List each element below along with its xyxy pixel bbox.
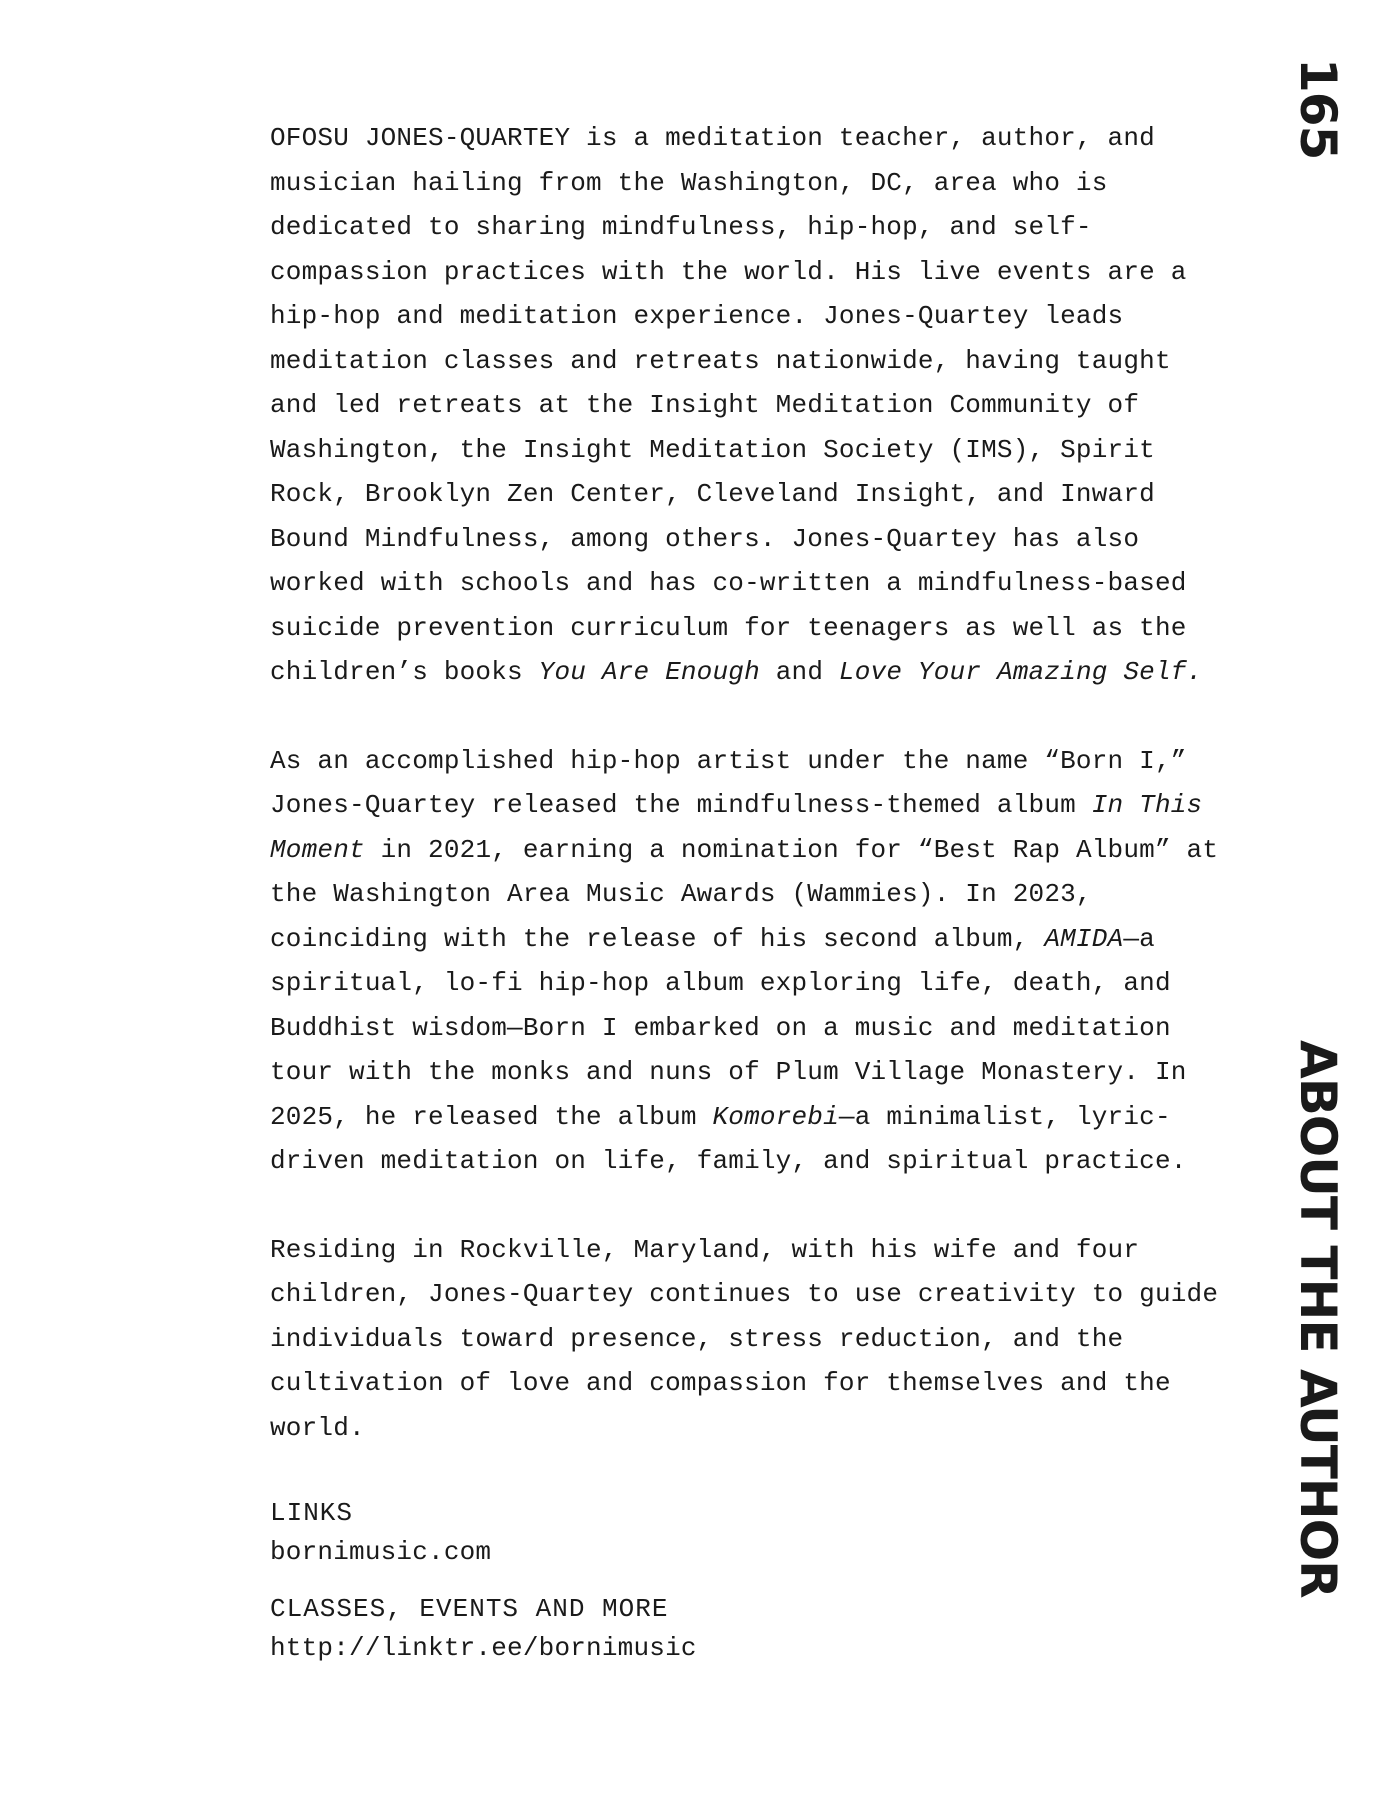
bio-text: Residing in Rockville, Maryland, with his wife and four children, Jones-Quartey continues to use creativity to guide individuals toward presence, stress reduction, and the cultivation of love and compassion for themselves and the world. xyxy=(270,1234,1219,1443)
bio-paragraph xyxy=(270,739,1230,1184)
website-link[interactable]: bornimusic.com xyxy=(270,1537,492,1567)
section-title: ABOUT THE AUTHOR xyxy=(1289,1040,1347,1598)
bio-text: OFOSU JONES-QUARTEY is a meditation teacher, author, and musician hailing from the Washington, DC, area who is dedicated to sharing mindfulness, hip-hop, and self-compassion practices with the world. His live events are a hip-hop and meditation experience. Jones-Quartey leads meditation classes and retreats nationwide, having taught and led retreats at the Insight Meditation Community of Washington, the Insight Meditation Society (IMS), Spirit Rock, Brooklyn Zen Center, Cleveland Insight, and Inward Bound Mindfulness, among others. Jones-Quartey has also worked with schools and has co-written a mindfulness-based suicide prevention curriculum for teenagers as well as the children’s books xyxy=(270,123,1187,687)
links-heading: LINKS xyxy=(270,1498,354,1528)
album-title: Komorebi xyxy=(712,1101,839,1132)
link-group xyxy=(270,1494,1230,1572)
bio-text: and xyxy=(759,657,839,687)
bio-text: —a minimalist, lyric-driven meditation on life, family, and spiritual practice. xyxy=(270,1101,1187,1176)
bio-text: —a spiritual, lo-fi hip-hop album exploring life, death, and Buddhist wisdom—Born I embarked on a music and meditation tour with the monks and nuns of Plum Village Monastery. In 2025, he released the album xyxy=(270,923,1187,1132)
page-number: 165 xyxy=(1289,58,1347,160)
bio-text: in 2021, earning a nomination for “Best Rap Album” at the Washington Area Music Awards (Wammies). In 2023, coinciding with the release of his second album, xyxy=(270,834,1219,954)
album-title: In This Moment xyxy=(270,790,1203,865)
book-title: You Are Enough xyxy=(538,657,760,687)
links-section xyxy=(270,1494,1230,1668)
bio-paragraph xyxy=(270,1228,1230,1451)
book-title: Love Your Amazing Self. xyxy=(838,657,1203,687)
bio-paragraph xyxy=(270,116,1230,695)
classes-events-heading: CLASSES, EVENTS AND MORE xyxy=(270,1594,669,1624)
bio-text: As an accomplished hip-hop artist under the name “Born I,” Jones-Quartey released the mindfulness-themed album xyxy=(270,745,1187,820)
linktree-link[interactable]: http://linktr.ee/bornimusic xyxy=(270,1633,697,1663)
link-group xyxy=(270,1590,1230,1668)
author-bio xyxy=(270,116,1230,1686)
album-title: AMIDA xyxy=(1044,923,1124,954)
